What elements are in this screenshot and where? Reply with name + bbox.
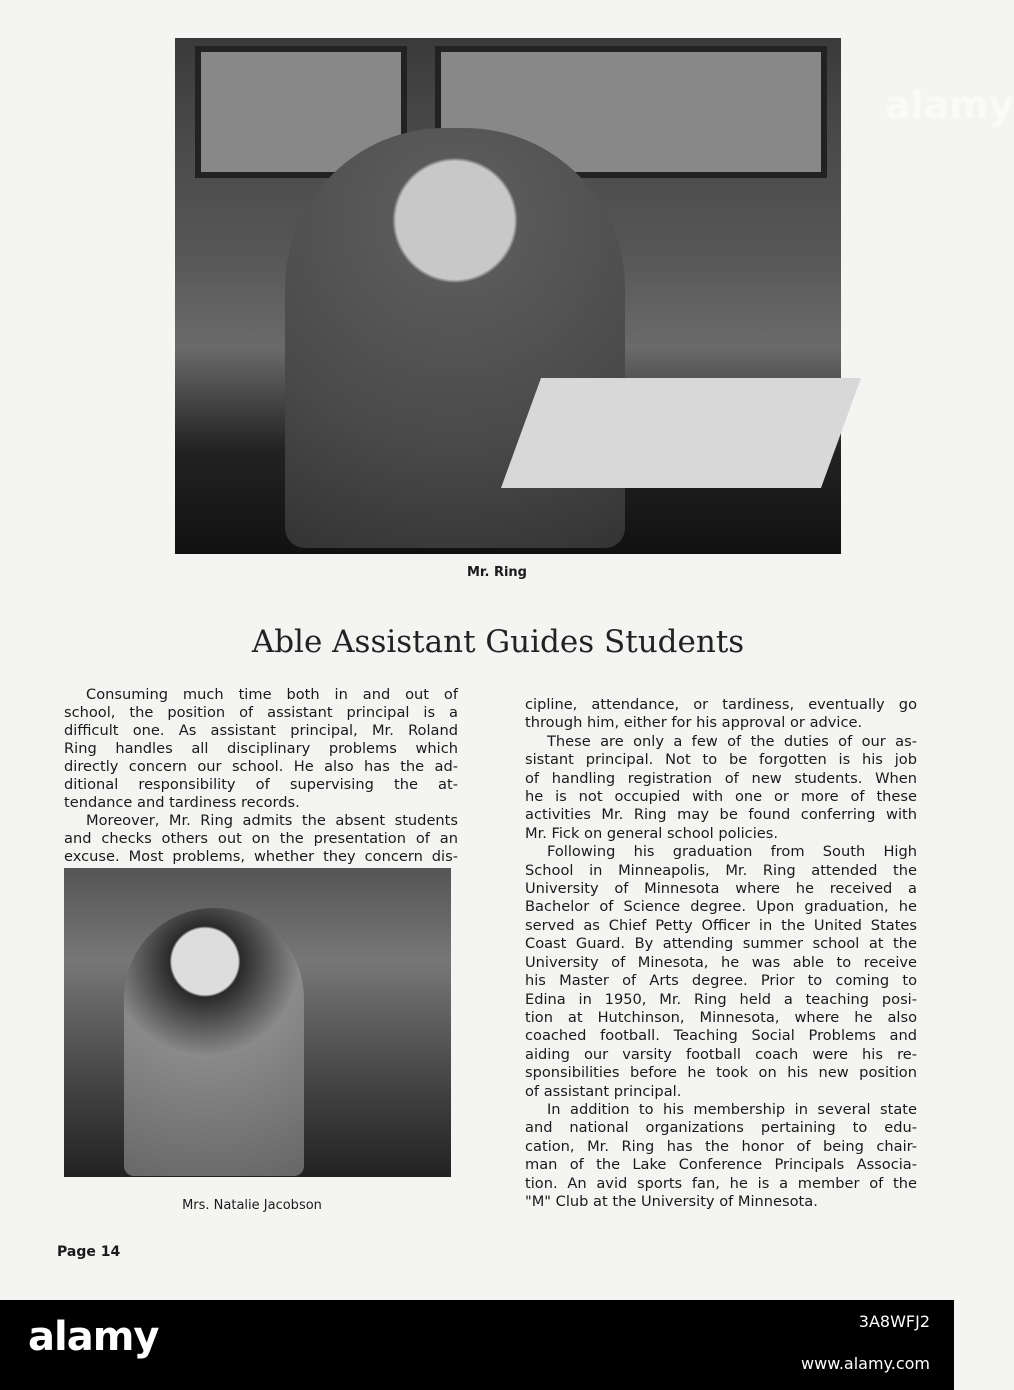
text-line: tion. An avid sports fan, he is a member of the <box>525 1174 917 1192</box>
text-line: School in Minneapolis, Mr. Ring attended the <box>525 861 917 879</box>
text-line: cation, Mr. Ring has the honor of being chair- <box>525 1137 917 1155</box>
watermark-logo: alamy <box>885 83 1014 127</box>
text-line: of assistant principal. <box>525 1082 682 1100</box>
photo-natalie-jacobson <box>64 868 451 1177</box>
portrait-figure <box>124 908 304 1176</box>
text-line: aiding our varsity football coach were his re- <box>525 1045 917 1063</box>
watermark-logo: alamy <box>28 1314 159 1360</box>
text-line: directly concern our school. He also has the ad- <box>64 758 458 775</box>
text-line: and national organizations pertaining to edu- <box>525 1119 917 1137</box>
text-line: ditional responsibility of supervising the at- <box>64 776 458 793</box>
text-line: excuse. Most problems, whether they concern dis- <box>64 848 458 865</box>
open-book <box>501 378 861 488</box>
text-line: Mr. Fick on general school policies. <box>525 824 778 842</box>
article-column-left <box>64 686 458 866</box>
image-id: 3A8WFJ2 <box>858 1312 930 1331</box>
text-line: of handling registration of new students. When <box>525 769 917 787</box>
text-line: sponsibilities before he took on his new position <box>525 1064 917 1082</box>
text-line: Following his graduation from South High <box>547 843 917 861</box>
text-line: These are only a few of the duties of our as- <box>547 732 917 750</box>
text-line: University of Minnesota where he received a <box>525 880 917 898</box>
text-line: University of Minesota, he was able to receive <box>525 953 917 971</box>
text-line: difficult one. As assistant principal, Mr. Roland <box>64 722 458 739</box>
text-line: man of the Lake Conference Principals Associa- <box>525 1156 917 1174</box>
article-column-right <box>525 696 917 1211</box>
text-line: school, the position of assistant principal is a <box>64 704 458 721</box>
text-line: cipline, attendance, or tardiness, eventually go <box>525 696 917 713</box>
text-line: Coast Guard. By attending summer school at the <box>525 935 917 953</box>
text-line: Consuming much time both in and out of <box>86 686 458 703</box>
text-line: Bachelor of Science degree. Upon graduation, he <box>525 898 917 916</box>
text-line: his Master of Arts degree. Prior to coming to <box>525 972 917 990</box>
text-line: "M" Club at the University of Minnesota. <box>525 1192 818 1210</box>
text-line: through him, either for his approval or advice. <box>525 714 863 732</box>
text-line: sistant principal. Not to be forgotten is his job <box>525 751 917 769</box>
watermark-url: www.alamy.com <box>801 1354 930 1373</box>
text-line: Edina in 1950, Mr. Ring held a teaching posi- <box>525 990 917 1008</box>
text-line: served as Chief Petty Officer in the United States <box>525 916 917 934</box>
article-title: Able Assistant Guides Students <box>251 624 745 660</box>
text-line: tendance and tardiness records. <box>64 794 300 811</box>
watermark-bar <box>0 1300 954 1390</box>
text-line: In addition to his membership in several state <box>547 1100 917 1118</box>
photo-mr-ring <box>175 38 1014 554</box>
text-line: and checks others out on the presentation of an <box>64 830 458 847</box>
photo-caption: Mr. Ring <box>467 565 527 580</box>
photo-caption: Mrs. Natalie Jacobson <box>182 1198 322 1213</box>
page-number: Page 14 <box>57 1244 121 1260</box>
text-line: Moreover, Mr. Ring admits the absent students <box>86 812 458 829</box>
text-line: activities Mr. Ring may be found conferring with <box>525 806 917 824</box>
text-line: tion at Hutchinson, Minnesota, where he also <box>525 1008 917 1026</box>
text-line: coached football. Teaching Social Problems and <box>525 1027 917 1045</box>
text-line: he is not occupied with one or more of these <box>525 788 917 806</box>
text-line: Ring handles all disciplinary problems which <box>64 740 458 757</box>
